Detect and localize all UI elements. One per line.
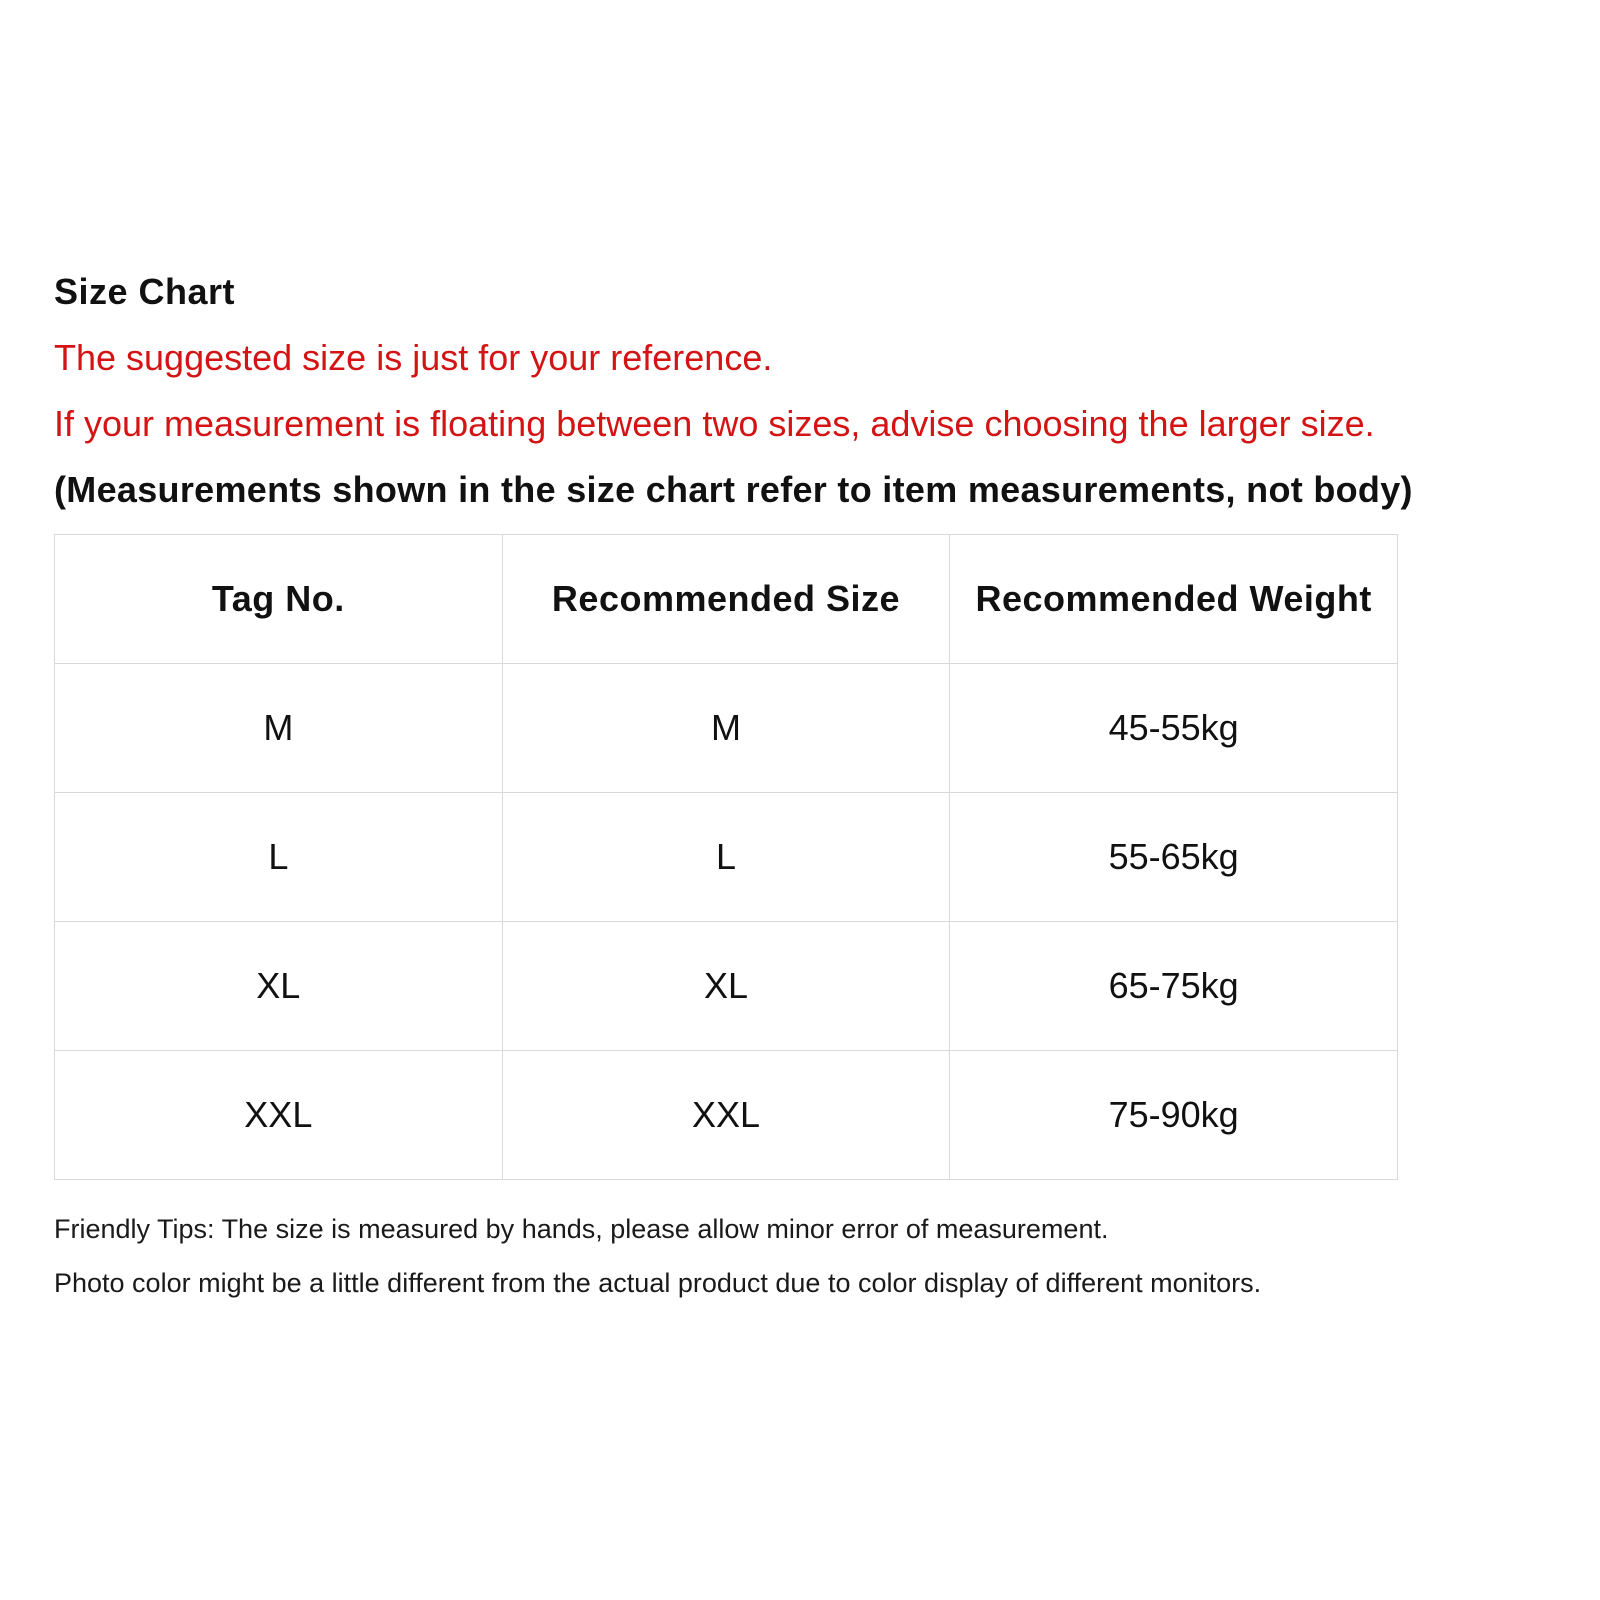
color-disclaimer: Photo color might be a little different from the actual product due to color display of different monitors.: [54, 1268, 1262, 1298]
cell-tag-no: XXL: [55, 1051, 503, 1180]
cell-recommended-size: XXL: [502, 1051, 950, 1180]
cell-tag-no: XL: [55, 922, 503, 1051]
table-row: [55, 1051, 1398, 1180]
cell-recommended-size: M: [502, 664, 950, 793]
size-chart-section: [54, 270, 1574, 1300]
cell-recommended-weight: 75-90kg: [950, 1051, 1398, 1180]
table-header-row: [55, 535, 1398, 664]
cell-tag-no: M: [55, 664, 503, 793]
cell-recommended-size: XL: [502, 922, 950, 1051]
friendly-tip: Friendly Tips: The size is measured by hands, please allow minor error of measurement.: [54, 1214, 1109, 1244]
reference-note: The suggested size is just for your reference.: [54, 337, 773, 378]
table-row: [55, 922, 1398, 1051]
size-table: [54, 534, 1398, 1180]
table-row: [55, 793, 1398, 922]
page-title: Size Chart: [54, 271, 236, 312]
measurement-disclaimer: (Measurements shown in the size chart refer to item measurements, not body): [54, 469, 1413, 510]
column-header-recommended-size: Recommended Size: [502, 535, 950, 664]
cell-recommended-size: L: [502, 793, 950, 922]
cell-recommended-weight: 45-55kg: [950, 664, 1398, 793]
cell-tag-no: L: [55, 793, 503, 922]
column-header-recommended-weight: Recommended Weight: [950, 535, 1398, 664]
cell-recommended-weight: 55-65kg: [950, 793, 1398, 922]
column-header-tag-no: Tag No.: [55, 535, 503, 664]
sizing-advice-note: If your measurement is floating between two sizes, advise choosing the larger size.: [54, 403, 1375, 444]
cell-recommended-weight: 65-75kg: [950, 922, 1398, 1051]
table-row: [55, 664, 1398, 793]
